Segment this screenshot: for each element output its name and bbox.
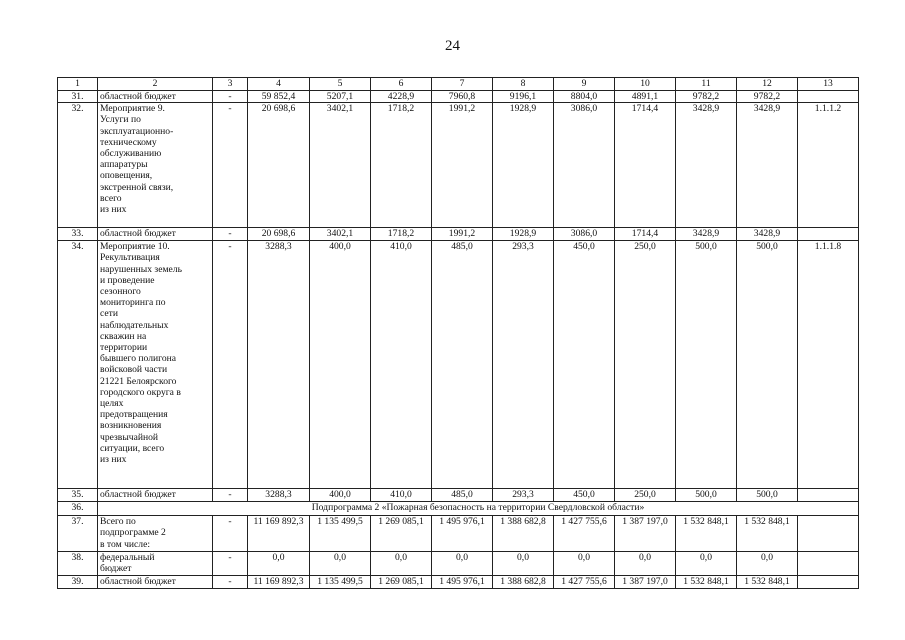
subprogram-title: Подпрограмма 2 «Пожарная безопасность на территории Свердловской области»	[98, 502, 859, 516]
value-cell-col-5: 400,0	[310, 241, 371, 489]
row-number: 35.	[58, 489, 98, 502]
row-number: 39.	[58, 576, 98, 589]
value-cell-col-10: 250,0	[615, 489, 676, 502]
row-name	[98, 489, 213, 502]
page-number: 24	[445, 38, 460, 54]
target-code-cell	[798, 228, 859, 241]
row-number: 36.	[58, 502, 98, 516]
column-number-2: 2	[98, 78, 213, 91]
table-row	[58, 552, 859, 576]
row-name-line: в том числе:	[100, 538, 151, 550]
row-name-line: чрезвычайной	[100, 431, 159, 443]
table-row	[58, 91, 859, 103]
value-cell-col-8: 9196,1	[493, 91, 554, 103]
target-code-cell: 1.1.1.8	[798, 241, 859, 489]
row-name-line: эксплуатационно-	[100, 125, 174, 137]
row-name-line: и проведение	[100, 274, 155, 286]
target-code-cell	[798, 516, 859, 552]
row-name-line: оповещения,	[100, 170, 153, 182]
column-3-cell: -	[213, 576, 248, 589]
value-cell-col-4: 0,0	[248, 552, 310, 576]
value-cell-col-12: 1 532 848,1	[737, 516, 798, 552]
table-row	[58, 103, 859, 228]
value-cell-col-11: 3428,9	[676, 228, 737, 241]
row-number: 34.	[58, 241, 98, 489]
value-cell-col-10: 250,0	[615, 241, 676, 489]
value-cell-col-7: 7960,8	[432, 91, 493, 103]
row-name-line: мониторинга по	[100, 297, 166, 309]
row-name-line: Мероприятие 9.	[100, 103, 165, 115]
row-name-line: техническому	[100, 136, 157, 148]
row-name	[98, 103, 213, 228]
column-3-cell: -	[213, 516, 248, 552]
value-cell-col-6: 0,0	[371, 552, 432, 576]
value-cell-col-7: 1991,2	[432, 228, 493, 241]
column-number-8: 8	[493, 78, 554, 91]
value-cell-col-4: 11 169 892,3	[248, 516, 310, 552]
value-cell-col-11: 500,0	[676, 489, 737, 502]
value-cell-col-5: 400,0	[310, 489, 371, 502]
value-cell-col-10: 4891,1	[615, 91, 676, 103]
row-name	[98, 576, 213, 589]
value-cell-col-11: 3428,9	[676, 103, 737, 228]
value-cell-col-7: 1 495 976,1	[432, 516, 493, 552]
column-number-4: 4	[248, 78, 310, 91]
column-3-cell: -	[213, 552, 248, 576]
column-number-10: 10	[615, 78, 676, 91]
column-number-3: 3	[213, 78, 248, 91]
column-3-cell: -	[213, 91, 248, 103]
value-cell-col-12: 9782,2	[737, 91, 798, 103]
row-name-line: подпрограмме 2	[100, 527, 166, 539]
value-cell-col-8: 1 388 682,8	[493, 516, 554, 552]
value-cell-col-10: 1 387 197,0	[615, 516, 676, 552]
value-cell-col-8: 293,3	[493, 241, 554, 489]
column-3-cell: -	[213, 489, 248, 502]
value-cell-col-4: 59 852,4	[248, 91, 310, 103]
value-cell-col-8: 1928,9	[493, 228, 554, 241]
column-number-11: 11	[676, 78, 737, 91]
value-cell-col-11: 1 532 848,1	[676, 516, 737, 552]
row-name-line: обслуживанию	[100, 148, 162, 160]
row-name-line: экстренной связи,	[100, 181, 174, 193]
value-cell-col-9: 0,0	[554, 552, 615, 576]
column-number-6: 6	[371, 78, 432, 91]
column-number-1: 1	[58, 78, 98, 91]
row-name-line: 21221 Белоярского	[100, 375, 177, 387]
column-number-13: 13	[798, 78, 859, 91]
row-name-line: областной бюджет	[100, 576, 176, 588]
row-name-line: областной бюджет	[100, 228, 176, 240]
column-number-5: 5	[310, 78, 371, 91]
table-row	[58, 502, 859, 516]
value-cell-col-11: 9782,2	[676, 91, 737, 103]
value-cell-col-9: 1 427 755,6	[554, 576, 615, 589]
value-cell-col-11: 500,0	[676, 241, 737, 489]
row-name-line: сети	[100, 308, 118, 320]
row-name-line: из них	[100, 204, 127, 216]
value-cell-col-4: 20 698,6	[248, 228, 310, 241]
row-name-line: скважин на	[100, 330, 147, 342]
value-cell-col-8: 0,0	[493, 552, 554, 576]
value-cell-col-8: 293,3	[493, 489, 554, 502]
row-name-line: нарушенных земель	[100, 263, 182, 275]
table-row	[58, 241, 859, 489]
target-code-cell	[798, 91, 859, 103]
value-cell-col-12: 0,0	[737, 552, 798, 576]
value-cell-col-12: 1 532 848,1	[737, 576, 798, 589]
value-cell-col-4: 3288,3	[248, 489, 310, 502]
value-cell-col-4: 3288,3	[248, 241, 310, 489]
value-cell-col-7: 1 495 976,1	[432, 576, 493, 589]
value-cell-col-5: 1 135 499,5	[310, 576, 371, 589]
value-cell-col-4: 20 698,6	[248, 103, 310, 228]
target-code-cell	[798, 552, 859, 576]
value-cell-col-9: 1 427 755,6	[554, 516, 615, 552]
row-name-line: Мероприятие 10.	[100, 241, 170, 253]
table-row	[58, 228, 859, 241]
row-name	[98, 91, 213, 103]
row-name-line: всего	[100, 192, 122, 204]
row-number: 32.	[58, 103, 98, 228]
budget-table	[57, 77, 859, 589]
target-code-cell	[798, 489, 859, 502]
value-cell-col-6: 410,0	[371, 489, 432, 502]
value-cell-col-5: 5207,1	[310, 91, 371, 103]
row-name-line: аппаратуры	[100, 159, 148, 171]
value-cell-col-11: 1 532 848,1	[676, 576, 737, 589]
row-name-line: областной бюджет	[100, 489, 176, 501]
table-row	[58, 489, 859, 502]
value-cell-col-12: 500,0	[737, 241, 798, 489]
column-3-cell: -	[213, 241, 248, 489]
value-cell-col-7: 1991,2	[432, 103, 493, 228]
row-name-line: бюджет	[100, 563, 132, 575]
row-name-line: предотвращения	[100, 409, 168, 421]
value-cell-col-10: 1 387 197,0	[615, 576, 676, 589]
value-cell-col-6: 1 269 085,1	[371, 576, 432, 589]
value-cell-col-6: 410,0	[371, 241, 432, 489]
value-cell-col-10: 1714,4	[615, 228, 676, 241]
value-cell-col-6: 4228,9	[371, 91, 432, 103]
row-name	[98, 516, 213, 552]
row-number: 33.	[58, 228, 98, 241]
row-name-line: бывшего полигона	[100, 353, 177, 365]
column-number-7: 7	[432, 78, 493, 91]
row-name-line: возникновения	[100, 420, 162, 432]
value-cell-col-11: 0,0	[676, 552, 737, 576]
value-cell-col-10: 0,0	[615, 552, 676, 576]
value-cell-col-7: 0,0	[432, 552, 493, 576]
row-name-line: областной бюджет	[100, 91, 176, 102]
value-cell-col-10: 1714,4	[615, 103, 676, 228]
value-cell-col-7: 485,0	[432, 241, 493, 489]
value-cell-col-12: 3428,9	[737, 228, 798, 241]
row-name-line: Рекультивация	[100, 252, 160, 264]
value-cell-col-9: 450,0	[554, 241, 615, 489]
row-name-line: ситуации, всего	[100, 442, 165, 454]
table-row	[58, 576, 859, 589]
value-cell-col-6: 1718,2	[371, 228, 432, 241]
row-name-line: из них	[100, 454, 127, 466]
row-name-line: войсковой части	[100, 364, 168, 376]
column-number-row	[58, 78, 859, 91]
target-code-cell: 1.1.1.2	[798, 103, 859, 228]
column-3-cell: -	[213, 228, 248, 241]
value-cell-col-5: 1 135 499,5	[310, 516, 371, 552]
row-name	[98, 241, 213, 489]
value-cell-col-5: 3402,1	[310, 228, 371, 241]
target-code-cell	[798, 576, 859, 589]
row-number: 31.	[58, 91, 98, 103]
row-name-line: городского округа в	[100, 386, 181, 398]
value-cell-col-12: 500,0	[737, 489, 798, 502]
row-name-line: сезонного	[100, 286, 141, 298]
row-name-line: целях	[100, 398, 124, 410]
value-cell-col-5: 0,0	[310, 552, 371, 576]
value-cell-col-4: 11 169 892,3	[248, 576, 310, 589]
row-name-line: Услуги по	[100, 114, 141, 126]
column-number-12: 12	[737, 78, 798, 91]
value-cell-col-9: 3086,0	[554, 228, 615, 241]
value-cell-col-12: 3428,9	[737, 103, 798, 228]
value-cell-col-7: 485,0	[432, 489, 493, 502]
table-row	[58, 516, 859, 552]
row-number: 37.	[58, 516, 98, 552]
value-cell-col-5: 3402,1	[310, 103, 371, 228]
value-cell-col-6: 1718,2	[371, 103, 432, 228]
row-name	[98, 228, 213, 241]
column-number-9: 9	[554, 78, 615, 91]
value-cell-col-9: 450,0	[554, 489, 615, 502]
row-name	[98, 552, 213, 576]
value-cell-col-9: 8804,0	[554, 91, 615, 103]
value-cell-col-6: 1 269 085,1	[371, 516, 432, 552]
row-name-line: федеральный	[100, 552, 155, 564]
row-number: 38.	[58, 552, 98, 576]
value-cell-col-8: 1 388 682,8	[493, 576, 554, 589]
column-3-cell: -	[213, 103, 248, 228]
value-cell-col-9: 3086,0	[554, 103, 615, 228]
value-cell-col-8: 1928,9	[493, 103, 554, 228]
row-name-line: территории	[100, 342, 148, 354]
row-name-line: Всего по	[100, 516, 136, 528]
row-name-line: наблюдательных	[100, 319, 169, 331]
